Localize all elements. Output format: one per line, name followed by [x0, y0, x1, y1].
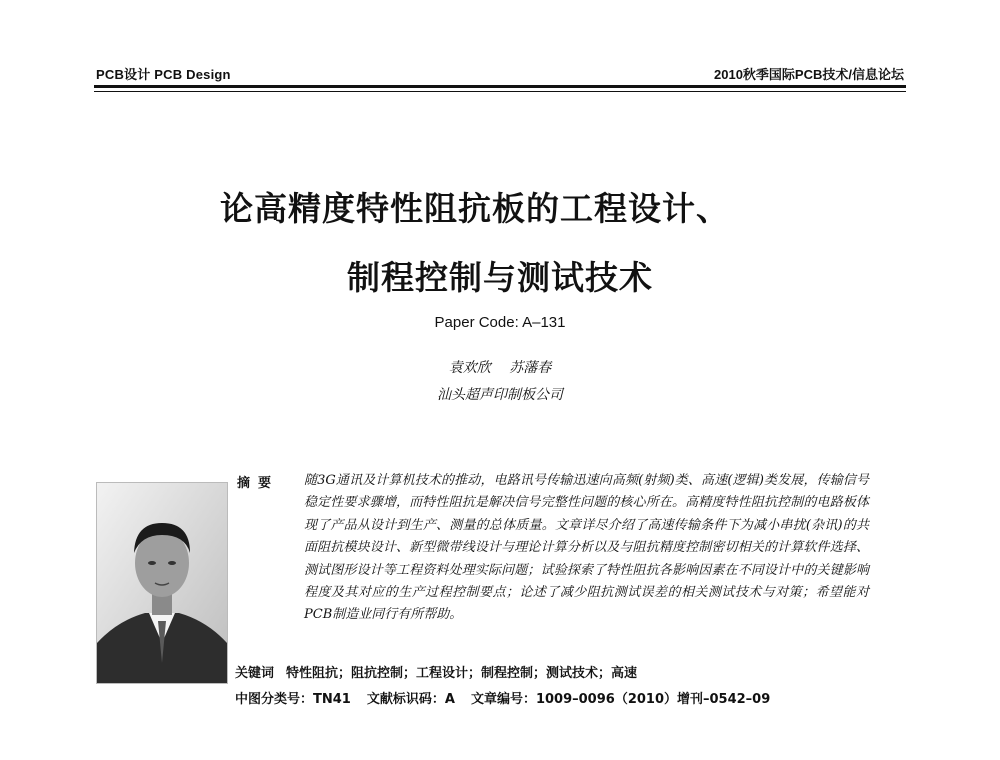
affiliation: 汕头超声印制板公司 — [437, 387, 563, 403]
clc-label: 中图分类号： — [235, 692, 314, 707]
doc-code-value: A — [444, 692, 455, 707]
running-header-right: 2010秋季国际PCB技术/信息论坛 — [714, 67, 904, 82]
author-photo — [96, 482, 228, 684]
keywords-label: 关键词 — [235, 666, 275, 681]
article-number-value: 1009–0096（2010）增刊–0542–09 — [535, 692, 771, 707]
paper-title-line-1: 论高精度特性阻抗板的工程设计、 — [220, 189, 730, 228]
header-rule-thick — [94, 85, 906, 88]
header-rule-thin — [94, 91, 906, 92]
doc-code-label: 文献标识码： — [366, 692, 445, 707]
clc-value: TN41 — [313, 692, 351, 707]
paper-title-line-2: 制程控制与测试技术 — [347, 258, 653, 297]
paper-code: Paper Code: A–131 — [434, 314, 566, 331]
running-header-left: PCB设计 PCB Design — [96, 67, 231, 82]
authors: 袁欢欣 苏藩春 — [448, 360, 552, 376]
keywords-value: 特性阻抗；阻抗控制；工程设计；制程控制；测试技术；高速 — [286, 666, 638, 681]
keywords-line — [235, 662, 637, 681]
author-portrait-image — [97, 483, 227, 683]
abstract-label: 摘要 — [237, 476, 280, 491]
classification-line — [235, 688, 770, 707]
article-number-label: 文章编号： — [470, 692, 536, 707]
abstract-text: 随3G通讯及计算机技术的推动，电路讯号传输迅速向高频(射频)类、高速(逻辑)类发展，传输信号稳定性要求骤增，而特性阻抗是解决信号完整性问题的核心所在。高精度特性阻抗控制的电路板体现了产品从设计到生产、测量的总体质量。文章详尽介绍了高速传输条件下为减小串扰(杂讯)的共面阻抗模块设计、新型微带线设计与理论计算分析以及与阻抗精度控制密切相关的计算软件选择、测试图形设计等工程资料处理实际问题；试验探索了特性阻抗各影响因素在不同设计中的关键影响程度及其对应的生产过程控制要点；论述了减少阻抗测试误差的相关测试技术与对策；希望能对PCB制造业同行有所帮助。 — [304, 473, 869, 623]
